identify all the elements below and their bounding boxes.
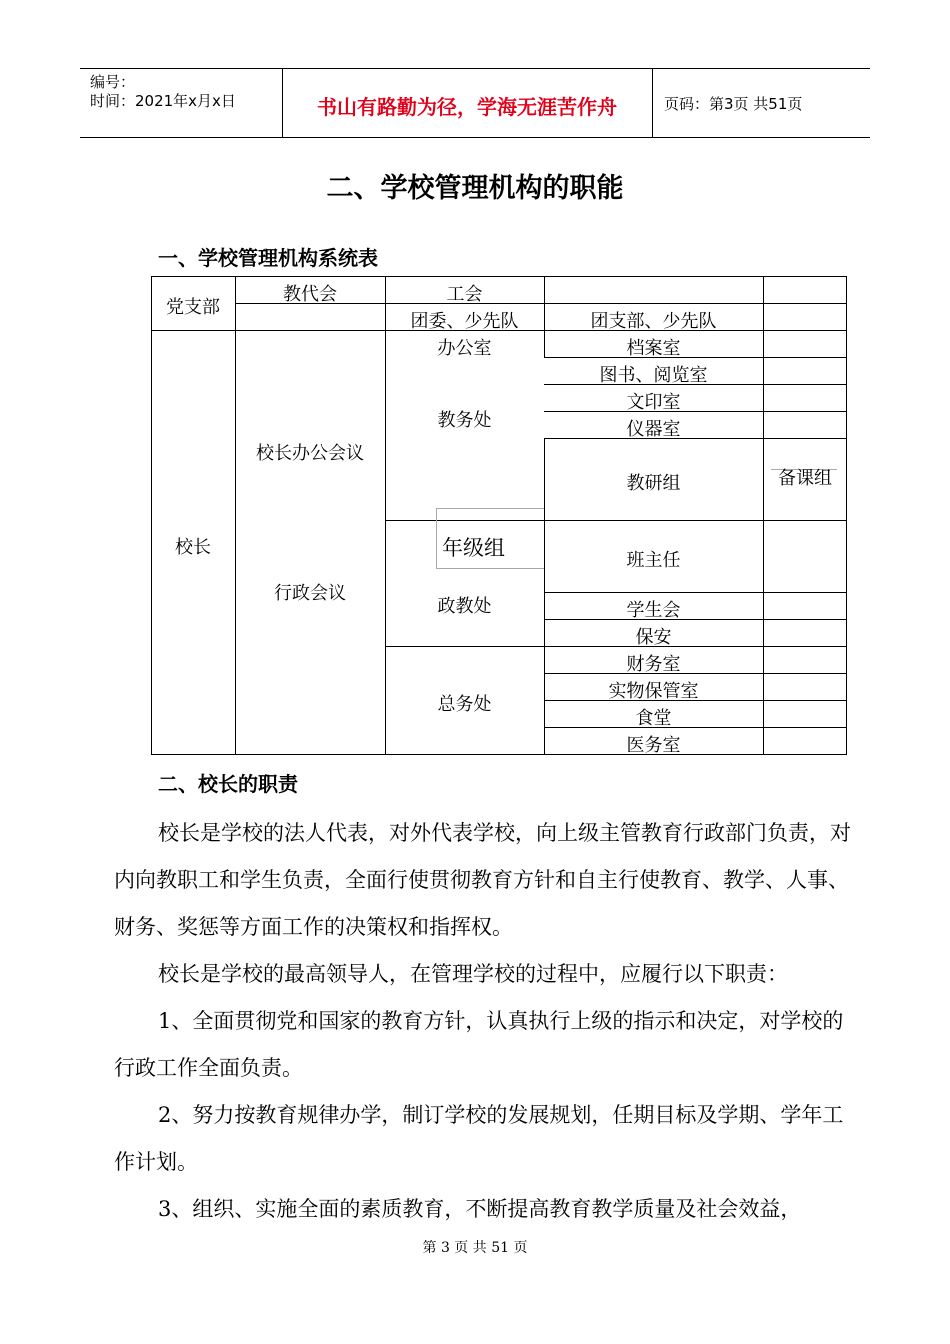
cell-archives: 档案室 [626,338,681,359]
table-rule [151,276,847,277]
cell-grade-group: 年级组 [442,536,505,560]
duties-body [114,810,854,1230]
header-date: 时间：2021年x月x日 [90,92,236,110]
cell-party-branch: 党支部 [166,297,220,318]
grade-group-box [436,508,544,509]
paragraph: 3、组织、实施全面的素质教育，不断提高教育教学质量及社会效益， [158,1197,802,1221]
cell-teaching-research: 教研组 [626,473,681,494]
paragraph: 校长是学校的最高领导人，在管理学校的过程中，应履行以下职责： [158,962,788,986]
header-number: 编号： [90,73,136,91]
cell-instrument-room: 仪器室 [626,419,681,440]
section-heading-duties: 二、校长的职责 [158,772,298,796]
table-rule [846,276,847,755]
section-heading-structure: 一、学校管理机构系统表 [158,246,378,270]
table-rule [763,276,764,755]
cell-finance: 财务室 [626,654,681,675]
table-rule [151,276,152,755]
cell-league-committee: 团委、少先队 [410,311,519,332]
table-rule [544,592,847,593]
cell-political-education: 政教处 [437,596,492,617]
cell-principal: 校长 [175,537,211,558]
cell-league-branch: 团支部、少先队 [590,311,717,332]
cell-admin-meeting: 行政会议 [274,583,346,604]
cell-library: 图书、阅览室 [599,365,708,386]
header-divider [652,69,653,137]
page-header [80,68,870,138]
table-rule [385,520,847,521]
paragraph: 1、全面贯彻党和国家的教育方针，认真执行上级的指示和决定，对学校的行政工作全面负责。 [114,1009,844,1080]
cell-student-union: 学生会 [626,600,681,621]
cell-general-affairs: 总务处 [437,694,492,715]
paragraph: 校长是学校的法人代表，对外代表学校，向上级主管教育行政部门负责，对内向教职工和学生负责，全面行使贯彻教育方针和自主行使教育、教学、人事、财务、奖惩等方面工作的决策权和指挥权。 [114,821,851,939]
grade-group-box [436,568,544,569]
cell-office: 办公室 [437,338,492,359]
cell-property: 实物保管室 [608,681,699,702]
cell-class-teacher: 班主任 [626,550,681,571]
page-footer: 第 3 页 共 51 页 [422,1240,528,1256]
header-motto: 书山有路勤为径，学海无涯苦作舟 [317,95,617,119]
cell-union: 工会 [446,284,483,305]
cell-clinic: 医务室 [626,735,681,756]
cell-academic-affairs: 教务处 [437,410,492,431]
cell-staff-congress: 教代会 [283,284,337,305]
cell-lesson-prep: 备课组 [778,468,832,489]
cell-principal-office-meeting: 校长办公会议 [256,443,364,464]
cell-printing-room: 文印室 [626,392,681,413]
paragraph: 2、努力按教育规律办学，制订学校的发展规划，任期目标及学期、学年工作计划。 [114,1103,844,1174]
header-meta [90,73,236,111]
page-title: 二、学校管理机构的职能 [326,173,624,204]
header-page-info: 页码：第3页 共51页 [664,95,803,113]
cell-security: 保安 [635,627,672,648]
table-rule [235,276,236,755]
org-structure-table [151,276,847,755]
cell-canteen: 食堂 [635,708,672,729]
